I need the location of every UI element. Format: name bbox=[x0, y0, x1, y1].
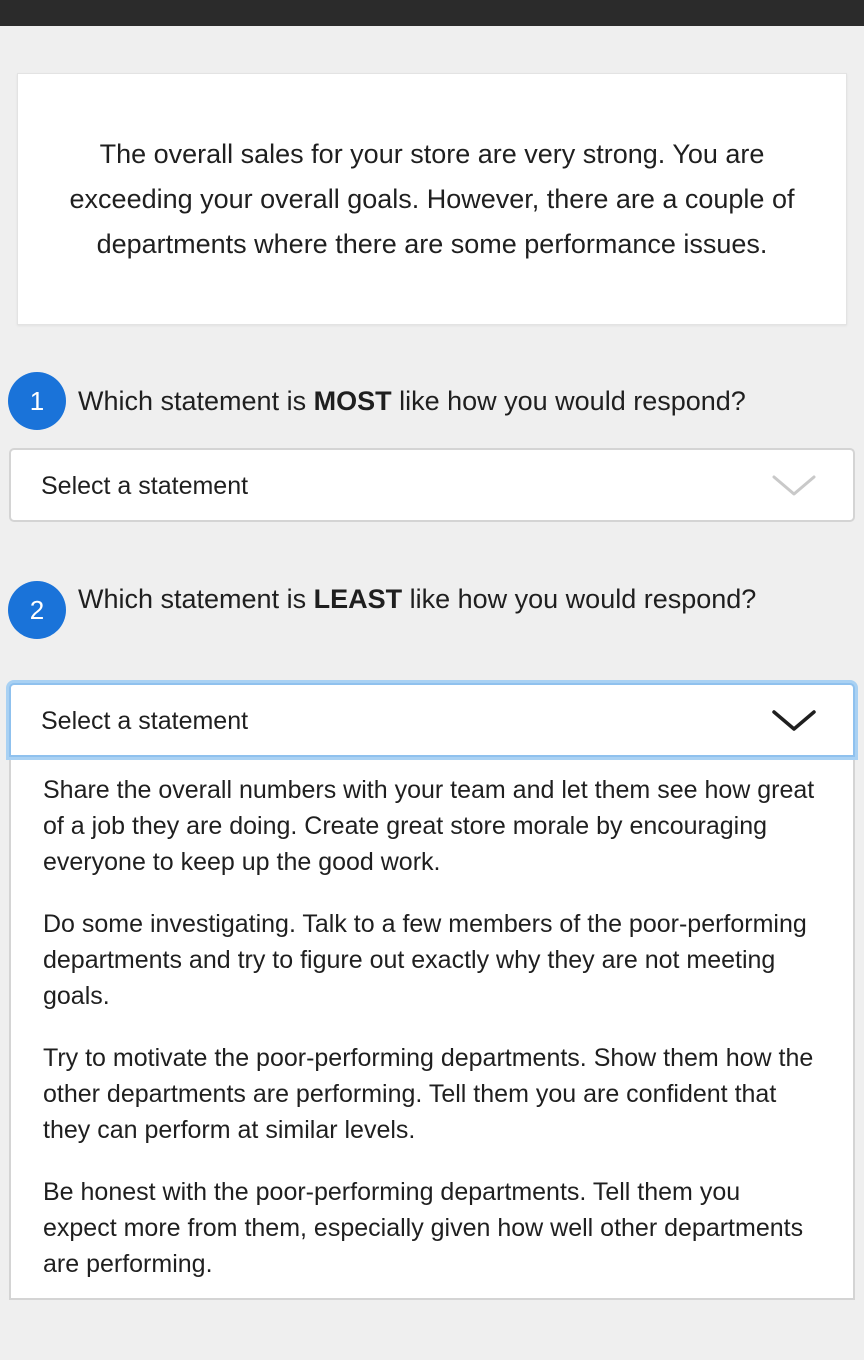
status-bar bbox=[0, 0, 864, 26]
chevron-down-icon bbox=[771, 474, 817, 498]
question-text: Which statement is LEAST like how you would respond? bbox=[78, 584, 757, 614]
statement-option[interactable]: Be honest with the poor-performing departments. Tell them you expect more from them, especially given how well other departments are performing. bbox=[43, 1178, 804, 1278]
question-1 bbox=[8, 372, 864, 442]
select-placeholder: Select a statement bbox=[41, 707, 249, 735]
select-placeholder: Select a statement bbox=[41, 472, 249, 500]
statement-option[interactable]: Share the overall numbers with your team and let them see how great of a job they are doing. Create great store morale by encouraging everyone to keep up the good work. bbox=[43, 776, 815, 876]
chevron-down-icon bbox=[771, 709, 817, 733]
most-statement-select[interactable] bbox=[9, 448, 855, 522]
question-2 bbox=[8, 571, 864, 661]
statement-option[interactable]: Try to motivate the poor-performing departments. Show them how the other departments are performing. Tell them you are confident that they can perform at similar levels. bbox=[43, 1044, 814, 1144]
question-emphasis: MOST bbox=[313, 386, 392, 416]
question-number-badge: 2 bbox=[8, 581, 66, 639]
scenario-card bbox=[17, 73, 847, 325]
question-emphasis: LEAST bbox=[313, 584, 403, 614]
question-text: Which statement is MOST like how you would respond? bbox=[78, 386, 746, 416]
question-number-badge: 1 bbox=[8, 372, 66, 430]
statement-option[interactable]: Do some investigating. Talk to a few members of the poor-performing departments and try to figure out exactly why they are not meeting goals. bbox=[43, 910, 807, 1010]
least-statement-select[interactable] bbox=[9, 683, 855, 757]
statement-options-list bbox=[9, 760, 855, 1300]
scenario-text: The overall sales for your store are very strong. You are exceeding your overall goals. However, there are a couple of departments where there are some performance issues. bbox=[69, 138, 795, 259]
